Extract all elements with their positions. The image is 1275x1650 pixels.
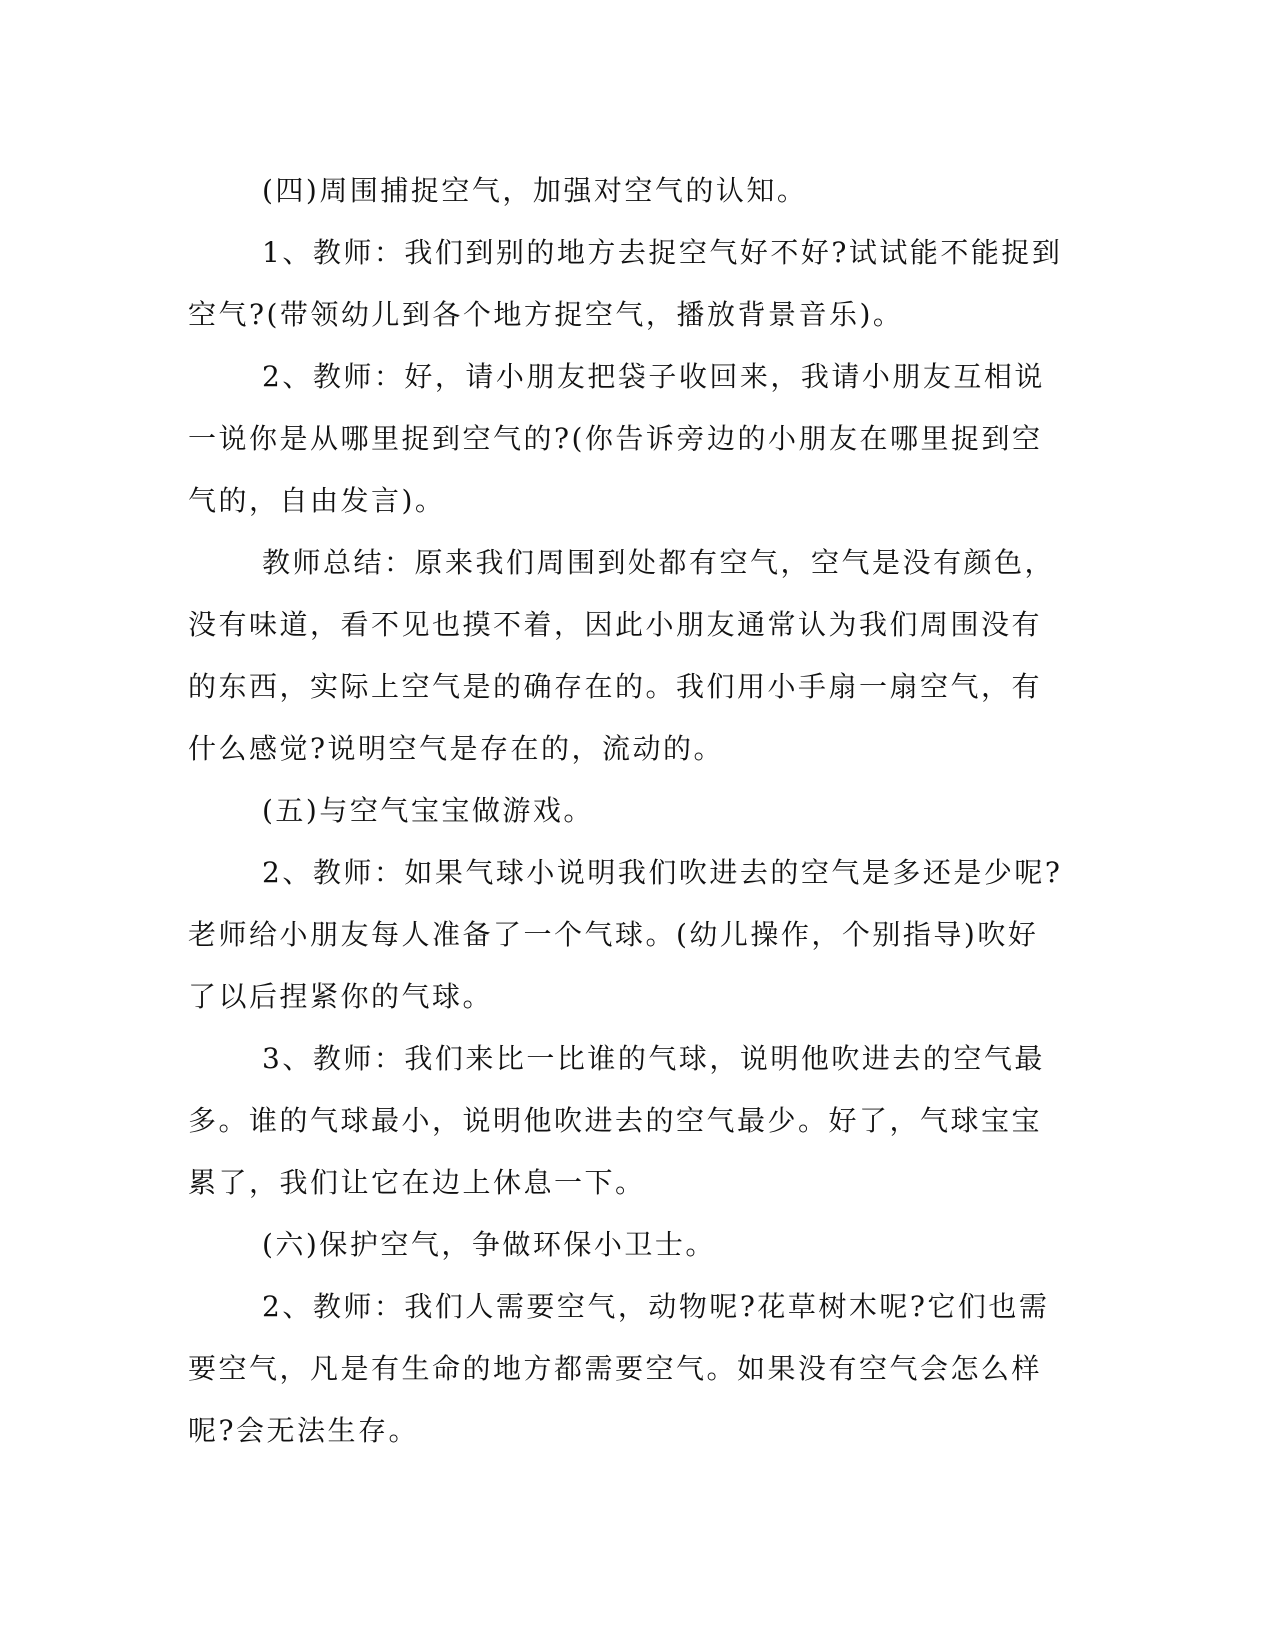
- paragraph-protect-step-2: 2、教师：我们人需要空气，动物呢?花草树木呢?它们也需要空气，凡是有生命的地方都需要空气。如果没有空气会怎么样呢?会无法生存。: [188, 1290, 1050, 1447]
- paragraph-balloon-step-3: 3、教师：我们来比一比谁的气球，说明他吹进去的空气最多。谁的气球最小，说明他吹进去的空气最少。好了，气球宝宝累了，我们让它在边上休息一下。: [188, 1042, 1045, 1199]
- paragraph-step-2: 2、教师：好，请小朋友把袋子收回来，我请小朋友互相说一说你是从哪里捉到空气的?(你告诉旁边的小朋友在哪里捉到空气的，自由发言)。: [188, 360, 1045, 517]
- paragraph-balloon-step-2: 2、教师：如果气球小说明我们吹进去的空气是多还是少呢?老师给小朋友每人准备了一个气球。(幼儿操作，个别指导)吹好了以后捏紧你的气球。: [188, 856, 1063, 1013]
- paragraph-teacher-summary: 教师总结：原来我们周围到处都有空气，空气是没有颜色，没有味道，看不见也摸不着，因此小朋友通常认为我们周围没有的东西，实际上空气是的确存在的。我们用小手扇一扇空气，有什么感觉?说明空气是存在的，流动的。: [188, 546, 1056, 765]
- document-body: [188, 160, 1068, 1462]
- section-heading-4: (四)周围捕捉空气，加强对空气的认知。: [262, 174, 808, 207]
- section-heading-6: (六)保护空气，争做环保小卫士。: [262, 1228, 716, 1261]
- paragraph-step-1: 1、教师：我们到别的地方去捉空气好不好?试试能不能捉到空气?(带领幼儿到各个地方捉空气，播放背景音乐)。: [188, 236, 1063, 331]
- section-heading-5: (五)与空气宝宝做游戏。: [262, 794, 594, 827]
